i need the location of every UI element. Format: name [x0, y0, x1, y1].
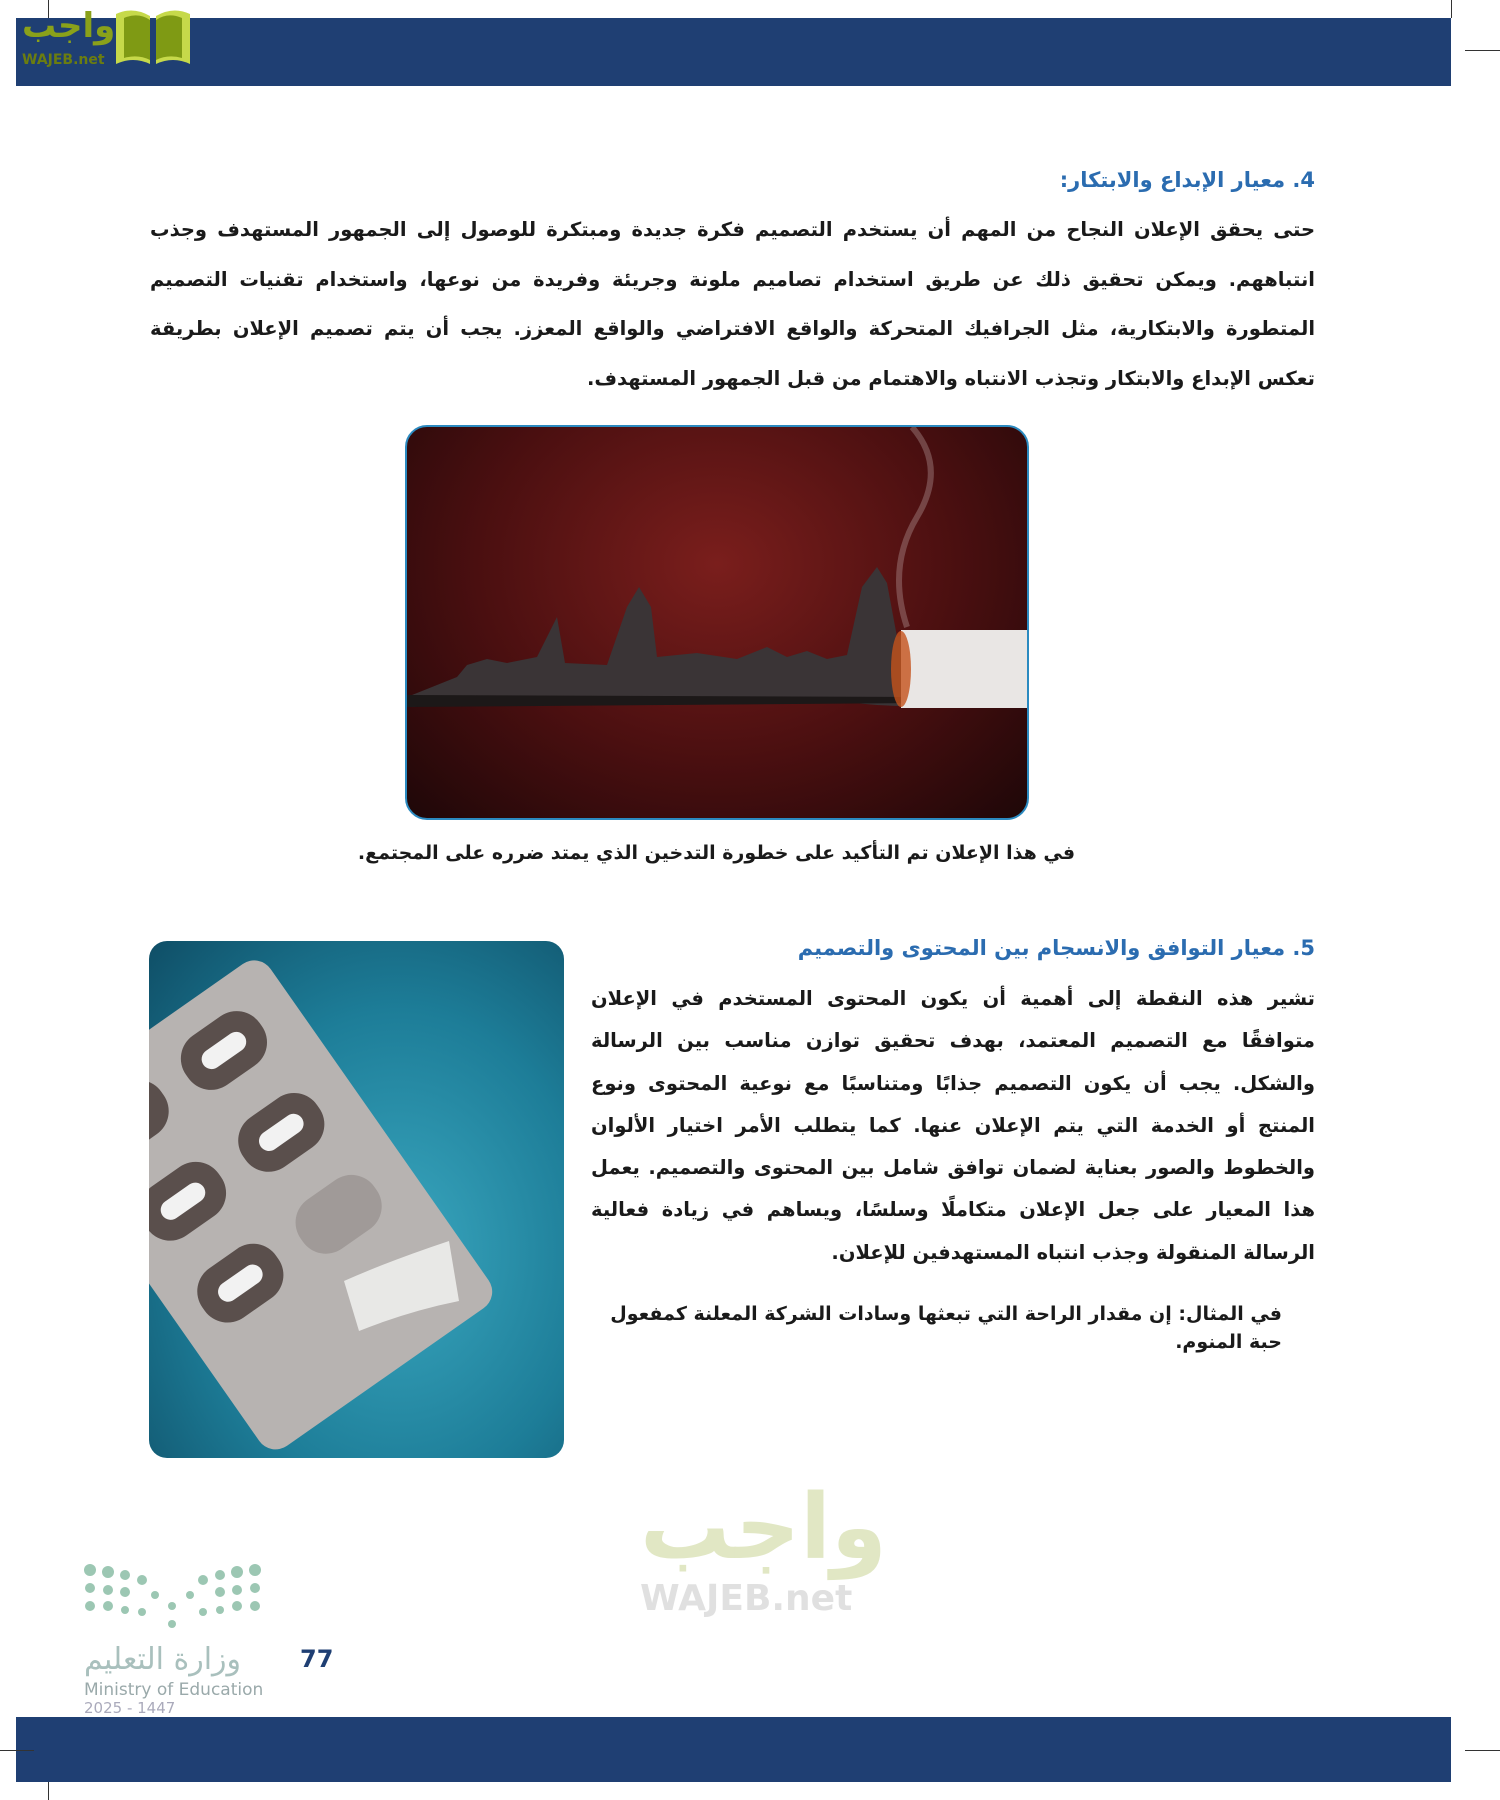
image-caption: في هذا الإعلان تم التأكيد على خطورة التدخين الذي يمتد ضرره على المجتمع. — [357, 842, 1076, 864]
section5-heading: 5. معيار التوافق والانسجام بين المحتوى والتصميم — [797, 936, 1315, 960]
crop-mark — [48, 1782, 49, 1800]
footer-bar — [16, 1717, 1451, 1782]
crop-mark — [1465, 1750, 1500, 1751]
ministry-logo-dots — [80, 1560, 280, 1640]
logo-subtext: WAJEB.net — [22, 52, 105, 68]
ministry-name-ar: وزارة التعليم — [84, 1642, 242, 1677]
section4-paragraph: حتى يحقق الإعلان النجاح من المهم أن يستخدم التصميم فكرة جديدة ومبتكرة للوصول إلى الجمهور المستهدف وجذب انتباههم. ويمكن تحقيق ذلك عن طريق استخدام تصاميم ملونة وجريئة وفريدة من نوعها، واستخدام تقنيات التصميم المتطورة والابتكارية، مثل الجرافيك المتحركة والواقع الافتراضي والواقع المعزز. يجب أن يتم تصميم الإعلان بطريقة تعكس الإبداع والابتكار وتجذب الانتباه والاهتمام من قبل الجمهور المستهدف. — [150, 218, 1315, 390]
pill-blister-illustration — [149, 941, 564, 1458]
ministry-name-en: Ministry of Education — [84, 1680, 264, 1700]
wajeb-logo[interactable] — [10, 4, 190, 74]
page-number: 77 — [300, 1645, 334, 1673]
section5-body — [591, 978, 1315, 1356]
example-text: في المثال: إن مقدار الراحة التي تبعثها وسادات الشركة المعلنة كمفعول حبة المنوم. — [610, 1303, 1282, 1354]
header-bar — [16, 18, 1451, 86]
academic-year: 2025 - 1447 — [84, 1699, 176, 1717]
book-icon — [108, 4, 198, 70]
watermark-en: WAJEB.net — [640, 1578, 853, 1619]
section5-paragraph: تشير هذه النقطة إلى أهمية أن يكون المحتوى المستخدم في الإعلان متوافقًا مع التصميم المعتمد، بهدف تحقيق توازن مناسب بين الرسالة والشكل. يجب أن يكون التصميم جذابًا ومتناسبًا مع نوعية المحتوى ونوع المنتج أو الخدمة التي يتم الإعلان عنها. كما يتطلب الأمر اختيار الألوان والخطوط والصور بعناية لضمان توافق شامل بين المحتوى والتصميم. يعمل هذا المعيار على جعل الإعلان متكاملًا وسلسًا، ويساهم في زيادة فعالية الرسالة المنقولة وجذب انتباه المستهدفين للإعلان. — [591, 987, 1315, 1264]
crop-mark — [1465, 50, 1500, 51]
logo-text: واجب — [22, 6, 116, 46]
crop-mark — [0, 1750, 34, 1751]
section4-heading: 4. معيار الإبداع والابتكار: — [1059, 168, 1315, 192]
crop-mark — [1451, 0, 1452, 18]
sleeping-pill-pillow-ad-image — [149, 941, 564, 1458]
smoking-ad-image — [405, 425, 1029, 820]
cigarette-city-illustration — [407, 427, 1029, 820]
watermark — [640, 1475, 887, 1620]
watermark-ar: واجب — [640, 1475, 887, 1580]
